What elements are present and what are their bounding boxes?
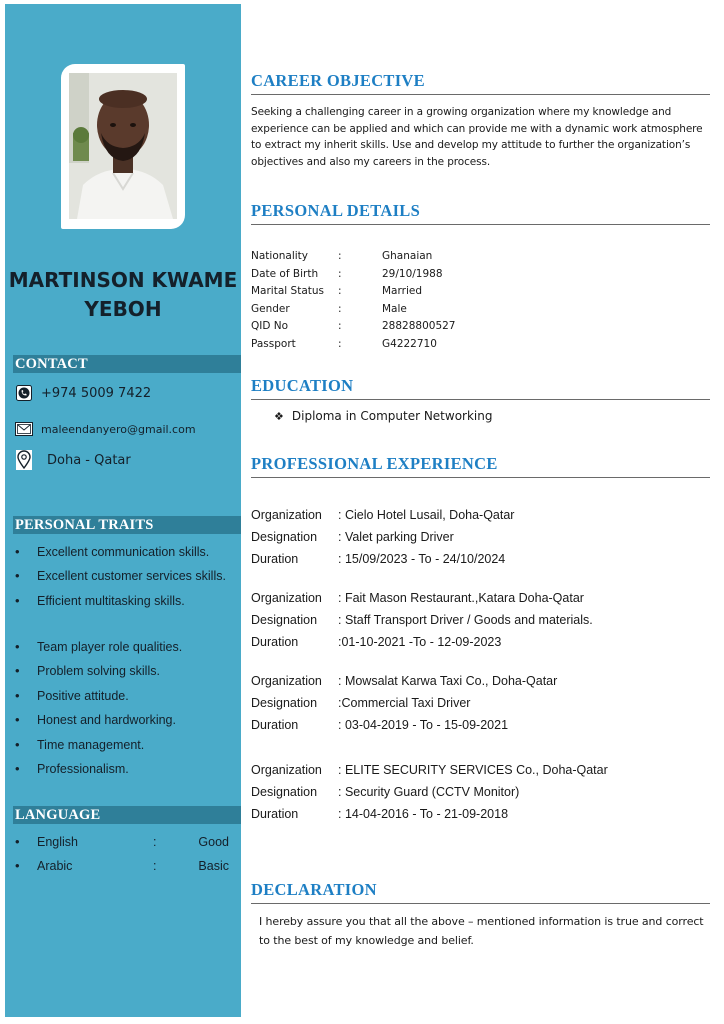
- list-item: • Excellent customer services skills.: [13, 564, 241, 588]
- job-value: : Cielo Hotel Lusail, Doha-Qatar: [338, 508, 515, 522]
- job-1-designation: [251, 527, 711, 549]
- personal-traits-heading: PERSONAL TRAITS: [13, 516, 241, 534]
- language-list: [13, 830, 241, 879]
- list-item: • Problem solving skills.: [13, 659, 241, 683]
- job-label: Duration: [251, 807, 299, 821]
- detail-value: Married: [382, 285, 422, 297]
- detail-row-qid: [251, 318, 711, 336]
- education-item: [274, 409, 492, 423]
- detail-value: Ghanaian: [382, 250, 433, 262]
- detail-separator: :: [338, 285, 342, 297]
- phone-icon: [15, 385, 33, 401]
- job-value: : Security Guard (CCTV Monitor): [338, 785, 520, 799]
- detail-label: QID No: [251, 320, 289, 332]
- job-value: : ELITE SECURITY SERVICES Co., Doha-Qatar: [338, 763, 608, 777]
- job-label: Organization: [251, 591, 322, 605]
- professional-experience-heading: PROFESSIONAL EXPERIENCE: [251, 454, 710, 478]
- detail-row-gender: [251, 301, 711, 319]
- job-2-organization: [251, 588, 711, 610]
- detail-value: Male: [382, 302, 407, 315]
- job-4-designation: [251, 782, 711, 804]
- declaration-text: I hereby assure you that all the above – mentioned information is true and correct to the best of my knowledge and belief.: [259, 915, 704, 947]
- job-label: Designation: [251, 613, 318, 627]
- job-label: Duration: [251, 635, 299, 649]
- list-item: • Professionalism.: [13, 757, 241, 781]
- job-value: : Valet parking Driver: [338, 530, 454, 544]
- detail-row-passport: [251, 336, 711, 354]
- detail-label: Gender: [251, 302, 290, 315]
- profile-photo: [69, 73, 177, 219]
- contact-phone: [15, 385, 151, 401]
- language-level: Good: [198, 835, 229, 849]
- location-pin-icon: [15, 452, 33, 468]
- job-3-duration: [251, 715, 711, 737]
- job-2-designation: [251, 610, 711, 632]
- job-1-organization: [251, 505, 711, 527]
- education-heading: EDUCATION: [251, 376, 710, 400]
- phone-number[interactable]: +974 5009 7422: [41, 385, 152, 401]
- job-value: : Fait Mason Restaurant.,Katara Doha-Qatar: [338, 591, 584, 605]
- language-name: English: [37, 835, 78, 849]
- detail-row-marital-status: [251, 283, 711, 301]
- language-separator: :: [153, 859, 157, 874]
- list-item: • Excellent communication skills.: [13, 540, 241, 564]
- job-value: : 14-04-2016 - To - 21-09-2018: [338, 807, 509, 821]
- language-item: [13, 830, 241, 854]
- language-separator: :: [153, 835, 157, 849]
- diamond-bullet-icon: ❖: [274, 409, 284, 423]
- detail-separator: :: [338, 337, 342, 350]
- detail-value: G4222710: [382, 337, 437, 350]
- detail-label: Marital Status: [251, 285, 324, 297]
- personal-details-heading: PERSONAL DETAILS: [251, 201, 710, 225]
- traits-list-2: [13, 635, 241, 781]
- detail-value: 28828800527: [382, 320, 456, 332]
- contact-heading: CONTACT: [13, 355, 241, 373]
- language-name: Arabic: [37, 859, 73, 874]
- detail-label: Date of Birth: [251, 267, 319, 280]
- sidebar: [5, 4, 241, 1017]
- detail-separator: :: [338, 302, 342, 315]
- job-value: : Mowsalat Karwa Taxi Co., Doha-Qatar: [338, 674, 558, 688]
- job-4-organization: [251, 760, 711, 782]
- detail-row-dob: [251, 266, 711, 284]
- job-value: : 15/09/2023 - To - 24/10/2024: [338, 552, 506, 566]
- detail-row-nationality: [251, 248, 711, 266]
- education-text: Diploma in Computer Networking: [291, 409, 493, 423]
- list-item: • Team player role qualities.: [13, 635, 241, 659]
- name-line-2: YEBOH: [84, 297, 162, 321]
- declaration-heading: DECLARATION: [251, 880, 710, 904]
- location-text: Doha - Qatar: [47, 452, 131, 468]
- career-objective-text: Seeking a challenging career in a growing organization where my knowledge and experience can be applied and which can provide me with a dynamic work atmosphere to extract my inherit skills. Use and develop my attitude to further the organization’s objectives and also my careers in the process.: [251, 106, 703, 168]
- job-label: Duration: [251, 718, 299, 732]
- contact-location: [15, 452, 131, 468]
- detail-separator: :: [338, 250, 342, 262]
- candidate-name: [5, 266, 241, 324]
- job-label: Designation: [251, 696, 318, 710]
- language-heading: LANGUAGE: [13, 806, 241, 824]
- job-value: :01-10-2021 -To - 12-09-2023: [338, 635, 502, 649]
- language-item: [13, 854, 241, 878]
- detail-label: Passport: [251, 337, 296, 350]
- language-level: Basic: [198, 859, 229, 874]
- detail-separator: :: [338, 267, 342, 280]
- job-label: Organization: [251, 508, 322, 522]
- career-objective-heading: CAREER OBJECTIVE: [251, 71, 710, 95]
- detail-label: Nationality: [251, 250, 309, 262]
- job-label: Designation: [251, 785, 318, 799]
- email-address[interactable]: maleendanyero@gmail.com: [41, 422, 196, 436]
- job-value: : Staff Transport Driver / Goods and materials.: [338, 613, 593, 627]
- job-4-duration: [251, 804, 711, 826]
- contact-email: [15, 421, 196, 437]
- job-3-designation: [251, 693, 711, 715]
- list-item: • Efficient multitasking skills.: [13, 589, 241, 613]
- detail-value: 29/10/1988: [382, 267, 443, 280]
- list-item: • Positive attitude.: [13, 684, 241, 708]
- job-3-organization: [251, 671, 711, 693]
- profile-photo-frame: [61, 64, 185, 229]
- name-line-1: MARTINSON KWAME: [8, 268, 238, 292]
- traits-list-1: [13, 540, 241, 613]
- job-label: Organization: [251, 763, 322, 777]
- job-label: Duration: [251, 552, 299, 566]
- job-label: Designation: [251, 530, 318, 544]
- job-2-duration: [251, 632, 711, 654]
- job-value: : 03-04-2019 - To - 15-09-2021: [338, 718, 509, 732]
- list-item: • Time management.: [13, 733, 241, 757]
- job-1-duration: [251, 549, 711, 571]
- job-value: :Commercial Taxi Driver: [338, 696, 471, 710]
- detail-separator: :: [338, 320, 342, 332]
- job-label: Organization: [251, 674, 322, 688]
- list-item: • Honest and hardworking.: [13, 708, 241, 732]
- email-icon: [15, 421, 33, 437]
